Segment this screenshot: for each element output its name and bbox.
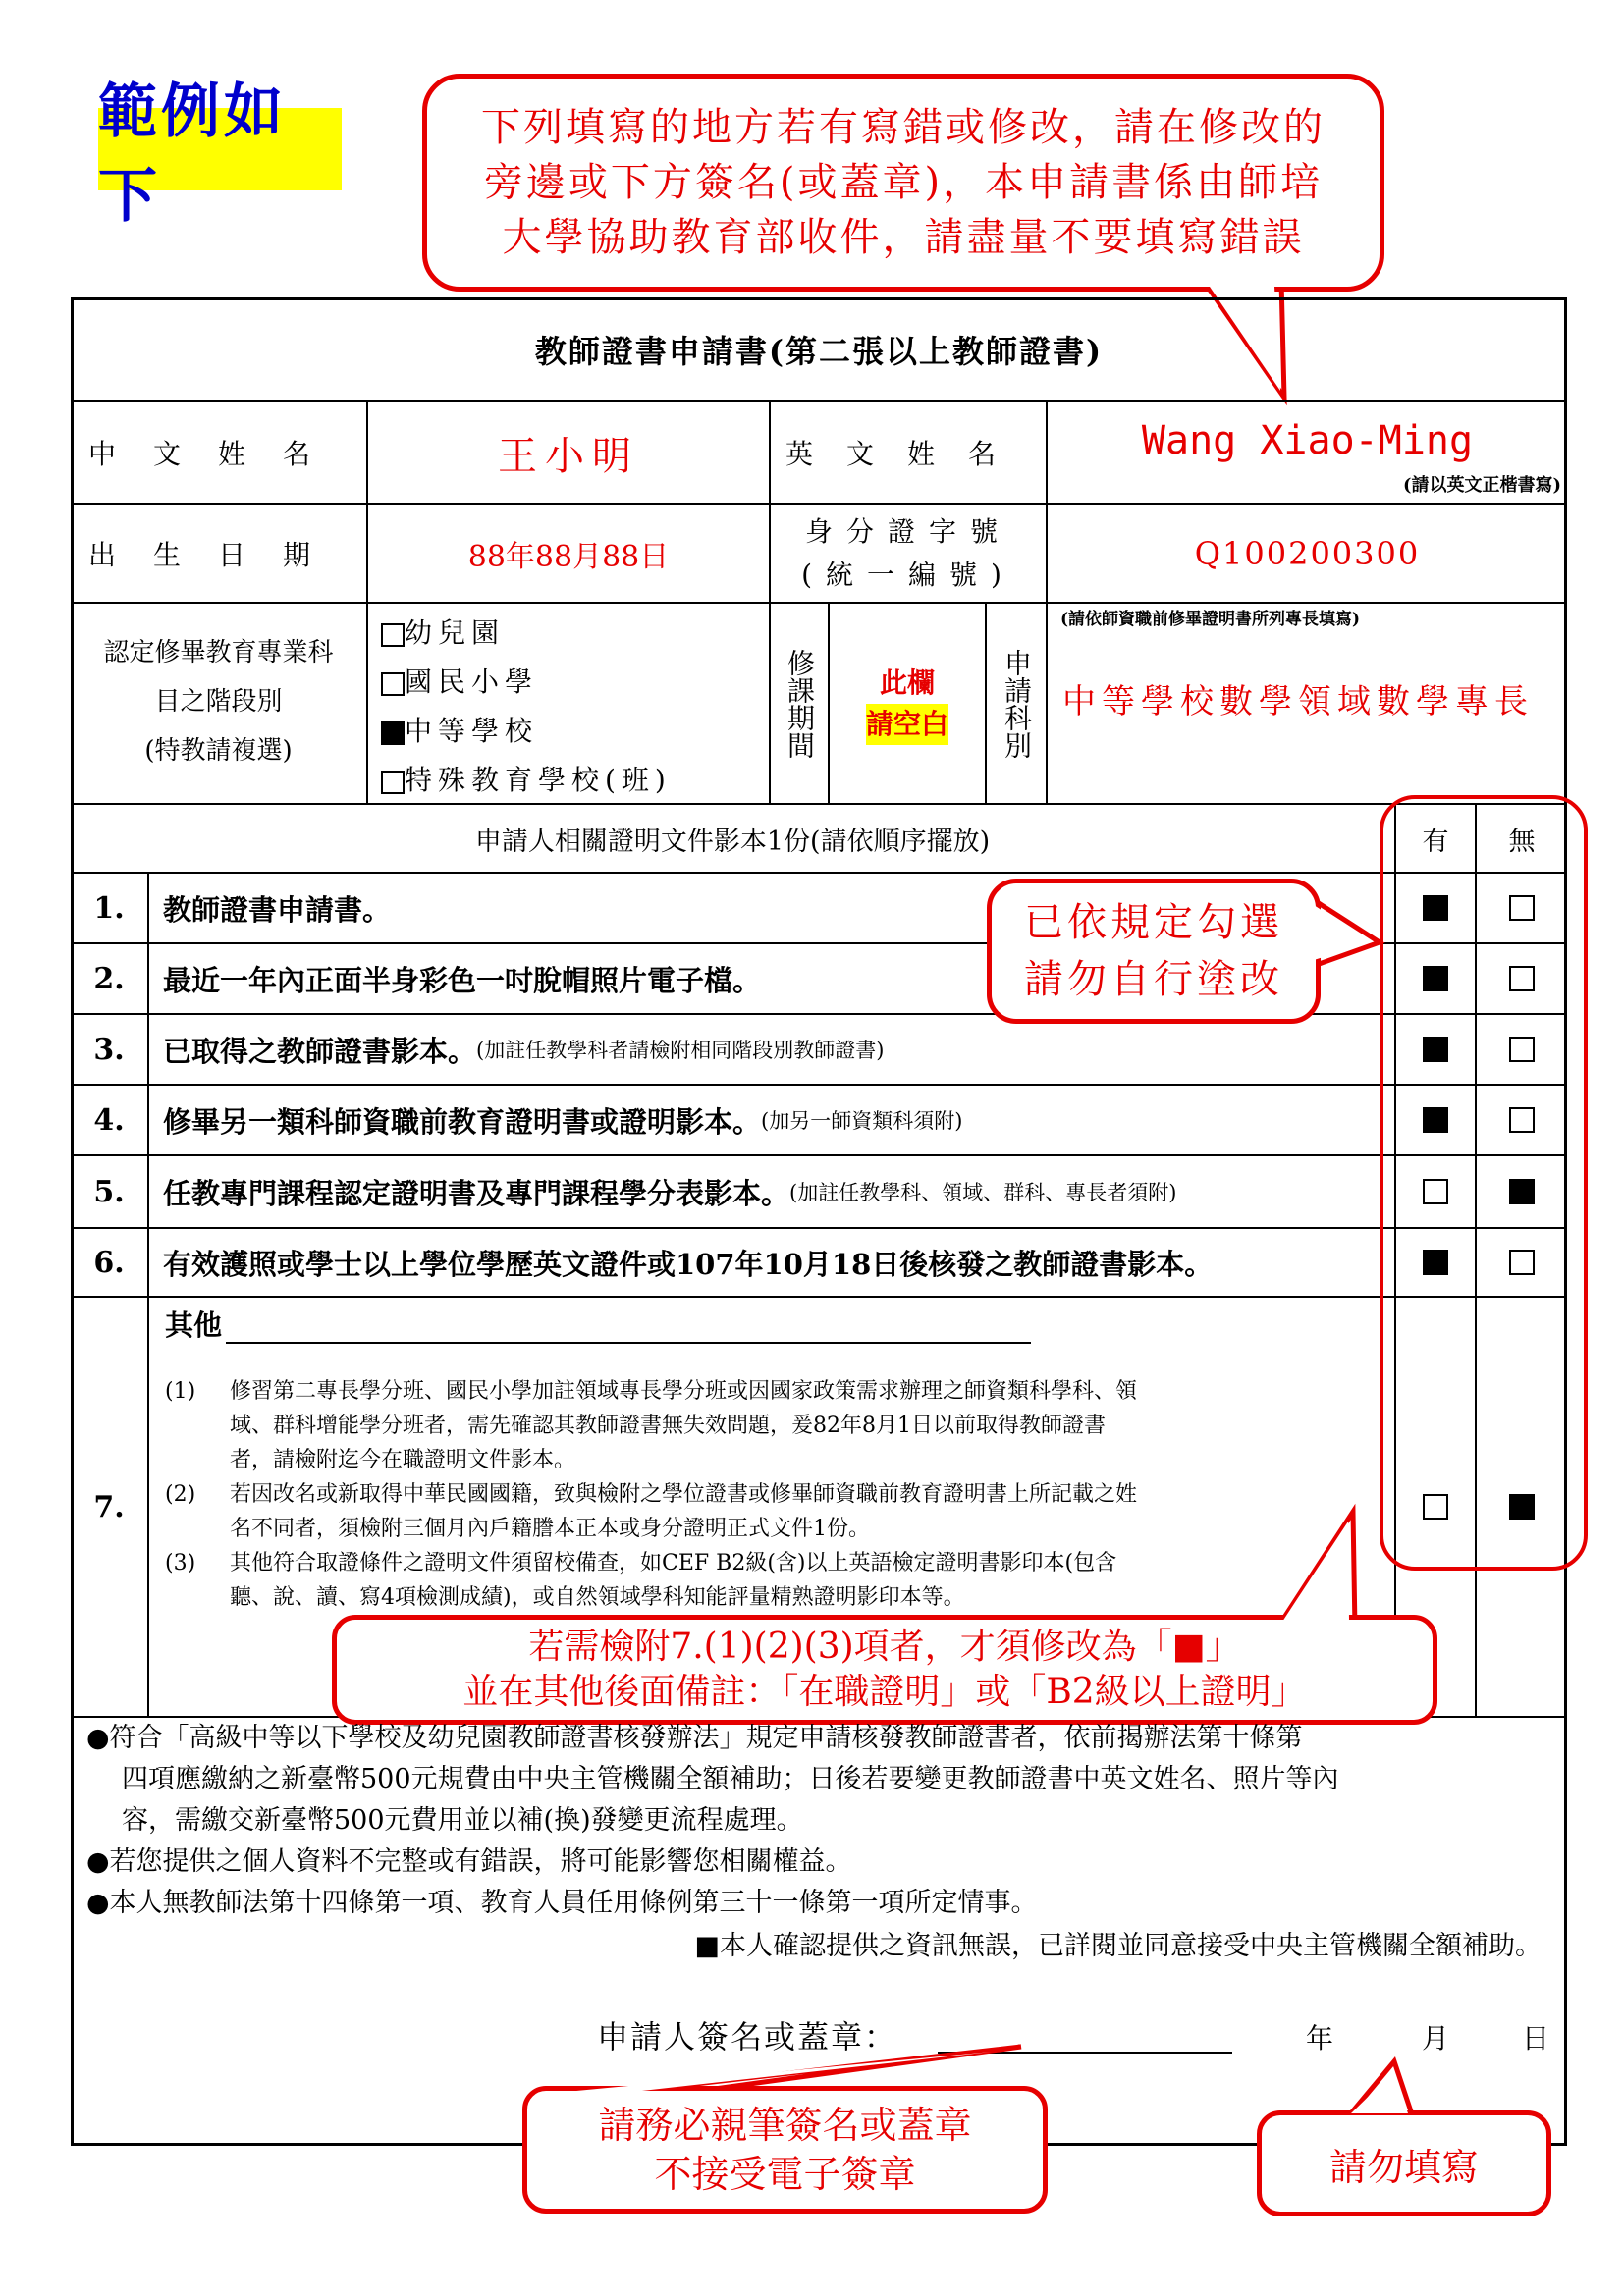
item-7-number: 7. <box>93 1489 125 1524</box>
id-label-line: 身分證字號 <box>804 515 1011 548</box>
id-label-line: (統一編號) <box>801 559 1015 591</box>
footer-data-note: ●若您提供之個人資料不完整或有錯誤，將可能影響您相關權益。 <box>86 1846 852 1877</box>
item-title: 教師證書申請書。 <box>163 892 392 927</box>
birth-label: 出生日期 <box>88 538 349 571</box>
docs-header-yes: 有 <box>1422 826 1449 857</box>
chinese-name-value[interactable]: 王小明 <box>498 433 639 479</box>
period-note-line: 請空白 <box>866 704 948 745</box>
item-title: 任教專門課程認定證明書及專門課程學分表影本。 <box>163 1176 790 1210</box>
subject-value[interactable]: 中等學校數學領域數學專長 <box>1062 682 1534 721</box>
chinese-name-label: 中文姓名 <box>88 438 349 470</box>
item-number: 6. <box>93 1245 125 1280</box>
period-label: 修課期間 <box>784 648 816 759</box>
item-7-note: (2) 若因改名或新取得中華民國國籍，致與檢附之學位證書或修畢師資職前教育證明書上所記載之姓 名不同者，須檢附三個月內戶籍謄本正本或身分證明正式文件1份。 <box>165 1482 1138 1541</box>
stage-label-line: 目之階段別 <box>154 687 283 717</box>
checked-callout-line: 已依規定勾選 <box>1024 900 1283 945</box>
docs-header-title: 申請人相關證明文件影本1份(請依順序擺放) <box>474 826 991 857</box>
top-callout-line: 下列填寫的地方若有寫錯或修改，請在修改的 <box>481 105 1326 150</box>
item7-callout-line: 並在其他後面備註：「在職證明」或「B2級以上證明」 <box>462 1672 1307 1712</box>
date-month: 月 <box>1422 2022 1450 2055</box>
id-value[interactable]: Q100200300 <box>1194 534 1421 572</box>
stage-label-line: 認定修畢教育專業科 <box>103 638 334 667</box>
english-name-note: (請以英文正楷書寫) <box>1402 475 1561 496</box>
item-title: 修畢另一類科師資職前教育證明書或證明影本。 <box>163 1104 762 1139</box>
english-name-label: 英文姓名 <box>785 438 1030 470</box>
footer-confirm[interactable]: ■本人確認提供之資訊無誤，已詳閱並同意接受中央主管機關全額補助。 <box>694 1931 1542 1961</box>
item-number: 4. <box>93 1102 125 1138</box>
item-number: 2. <box>93 961 125 996</box>
item-7-note: (3) 其他符合取證條件之證明文件須留校備查，如CEF B2級(含)以上英語檢定證明書影印本(包含 聽、說、讀、寫4項檢測成績)，或自然領域學科知能評量精熟證明影印本等。 <box>165 1551 1117 1610</box>
item-title: 有效護照或學士以上學位學歷英文證件或107年10月18日後核發之教師證書影本。 <box>163 1247 1214 1281</box>
item-note: (加註任教學科、領域、群科、專長者須附) <box>789 1181 1177 1204</box>
signature-callout-line: 請務必親筆簽名或蓋章 <box>598 2104 972 2147</box>
birth-value[interactable]: 88年88月88日 <box>467 539 670 574</box>
top-callout-line: 大學協助教育部收件，請盡量不要填寫錯誤 <box>502 215 1305 260</box>
top-callout-line: 旁邊或下方簽名(或蓋章)，本申請書係由師培 <box>483 160 1324 205</box>
stage-option-kindergarten[interactable]: 幼兒園 <box>381 609 769 658</box>
signature-callout-line: 不接受電子簽章 <box>654 2153 916 2196</box>
period-note-line: 此欄 <box>879 667 935 699</box>
item-note: (加註任教學科者請檢附相同階段別教師證書) <box>476 1039 885 1062</box>
item7-callout-line: 若需檢附7.(1)(2)(3)項者，才須修改為「■」 <box>528 1627 1241 1667</box>
item-number: 5. <box>93 1174 125 1209</box>
item-title: 最近一年內正面半身彩色一吋脫帽照片電子檔。 <box>163 963 762 997</box>
date-callout-line: 請勿填寫 <box>1328 2145 1479 2189</box>
english-name-value[interactable]: Wang Xiao-Ming <box>1141 418 1474 463</box>
docs-header-no: 無 <box>1508 826 1536 857</box>
footer-law-note: ●本人無教師法第十四條第一項、教育人員任用條例第三十一條第一項所定情事。 <box>86 1888 1038 1918</box>
form-title: 教師證書申請書(第二張以上教師證書) <box>534 332 1104 370</box>
subject-note: (請依師資職前修畢證明書所列專長填寫) <box>1060 610 1361 629</box>
stage-option-special[interactable]: 特殊教育學校(班) <box>381 756 769 805</box>
other-label: 其他 <box>165 1308 223 1342</box>
checked-callout-line: 請勿自行塗改 <box>1024 957 1283 1002</box>
item-7-note: (1) 修習第二專長學分班、國民小學加註領域專長學分班或因國家政策需求辦理之師資類科學科、領 域、群科增能學分班者，需先確認其教師證書無失效問題，爰82年8月1日以前取得教師證書 者，請檢附迄今在職證明文件影本。 <box>165 1379 1138 1472</box>
date-day: 日 <box>1522 2022 1550 2055</box>
signature-label: 申請人簽名或蓋章： <box>597 2018 898 2056</box>
footer-subsidy-note: ●符合「高級中等以下學校及幼兒園教師證書核發辦法」規定申請核發教師證書者，依前揭辦法第十條第 四項應繳納之新臺幣500元規費由中央主管機關全額補助；日後若要變更教師證書中英文姓名、照片等內 容，需繳交新臺幣500元費用並以補(換)發變更流程處理。 <box>86 1723 1339 1836</box>
item-number: 1. <box>93 890 125 926</box>
item-title: 已取得之教師證書影本。 <box>163 1034 477 1068</box>
item-note: (加另一師資類科須附) <box>761 1109 963 1133</box>
stage-option-secondary[interactable]: 中等學校 <box>381 707 769 756</box>
example-label: 範例如下 <box>98 108 342 190</box>
date-year: 年 <box>1306 2022 1334 2055</box>
stage-option-elementary[interactable]: 國民小學 <box>381 658 769 707</box>
item-number: 3. <box>93 1032 125 1067</box>
subject-label: 申請科別 <box>1001 648 1033 759</box>
stage-label-line: (特教請複選) <box>144 736 293 766</box>
